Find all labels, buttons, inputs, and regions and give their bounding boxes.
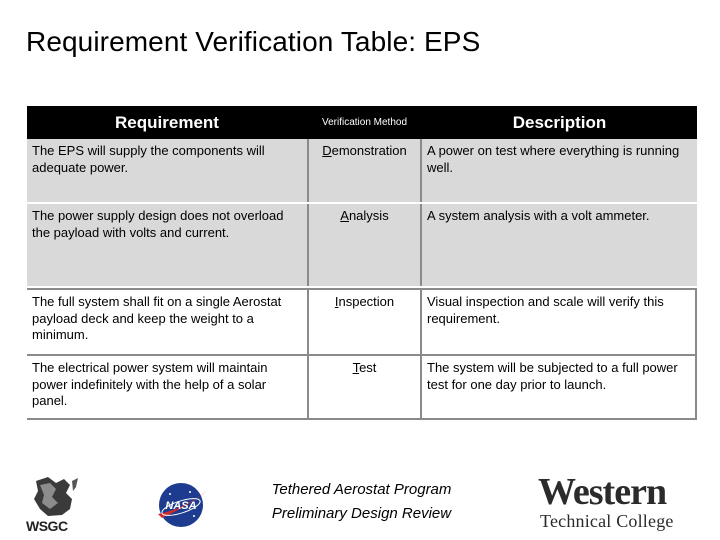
footer-review: Preliminary Design Review bbox=[271, 505, 452, 522]
table-row bbox=[27, 139, 697, 204]
method-initial: D bbox=[322, 143, 332, 158]
slide-title: Requirement Verification Table: EPS bbox=[26, 26, 481, 57]
description-cell: The system will be subjected to a full power test for one day prior to launch. bbox=[422, 356, 697, 418]
wsgc-logo bbox=[26, 475, 88, 535]
nasa-wordmark: NASA bbox=[165, 500, 197, 512]
table-row bbox=[27, 288, 697, 356]
table-header bbox=[27, 106, 697, 139]
wtc-subtitle: Technical College bbox=[540, 511, 674, 531]
description-cell: A power on test where everything is running well. bbox=[427, 143, 680, 175]
nasa-meatball-icon bbox=[154, 480, 212, 530]
method-cell bbox=[307, 290, 422, 354]
method-rest: nalysis bbox=[348, 208, 389, 223]
method-rest: est bbox=[359, 360, 377, 375]
header-verification-method: Verification Method bbox=[321, 117, 408, 128]
method-initial: T bbox=[352, 360, 360, 375]
requirement-cell: The EPS will supply the components will adequate power. bbox=[32, 143, 265, 175]
header-description: Description bbox=[512, 112, 607, 132]
wsgc-wordmark: WSGC bbox=[26, 518, 68, 534]
wtc-wordmark: Western bbox=[538, 471, 667, 513]
method-cell bbox=[307, 204, 422, 286]
requirement-cell: The power supply design does not overload the payload with volts and current. bbox=[32, 208, 284, 240]
wisconsin-map-icon bbox=[26, 475, 88, 519]
requirement-verification-table bbox=[27, 106, 697, 420]
method-rest: emonstration bbox=[331, 143, 407, 158]
header-requirement: Requirement bbox=[115, 112, 219, 132]
method-initial: A bbox=[340, 208, 349, 223]
footer-program: Tethered Aerostat Program bbox=[271, 481, 452, 498]
method-rest: nspection bbox=[338, 294, 395, 309]
requirement-cell: The electrical power system will maintain power indefinitely with the help of a solar panel. bbox=[32, 360, 268, 408]
description-cell: Visual inspection and scale will verify this requirement. bbox=[422, 290, 697, 354]
requirement-cell: The full system shall fit on a single Aerostat payload deck and keep the weight to a minimum. bbox=[32, 294, 282, 342]
table-row bbox=[27, 204, 697, 288]
description-cell: A system analysis with a volt ammeter. bbox=[427, 208, 650, 223]
western-technical-college-logo bbox=[538, 472, 688, 534]
method-initial: I bbox=[334, 294, 339, 309]
method-cell bbox=[307, 139, 422, 202]
method-cell bbox=[307, 356, 422, 418]
nasa-logo bbox=[154, 480, 212, 530]
table-row bbox=[27, 356, 697, 420]
